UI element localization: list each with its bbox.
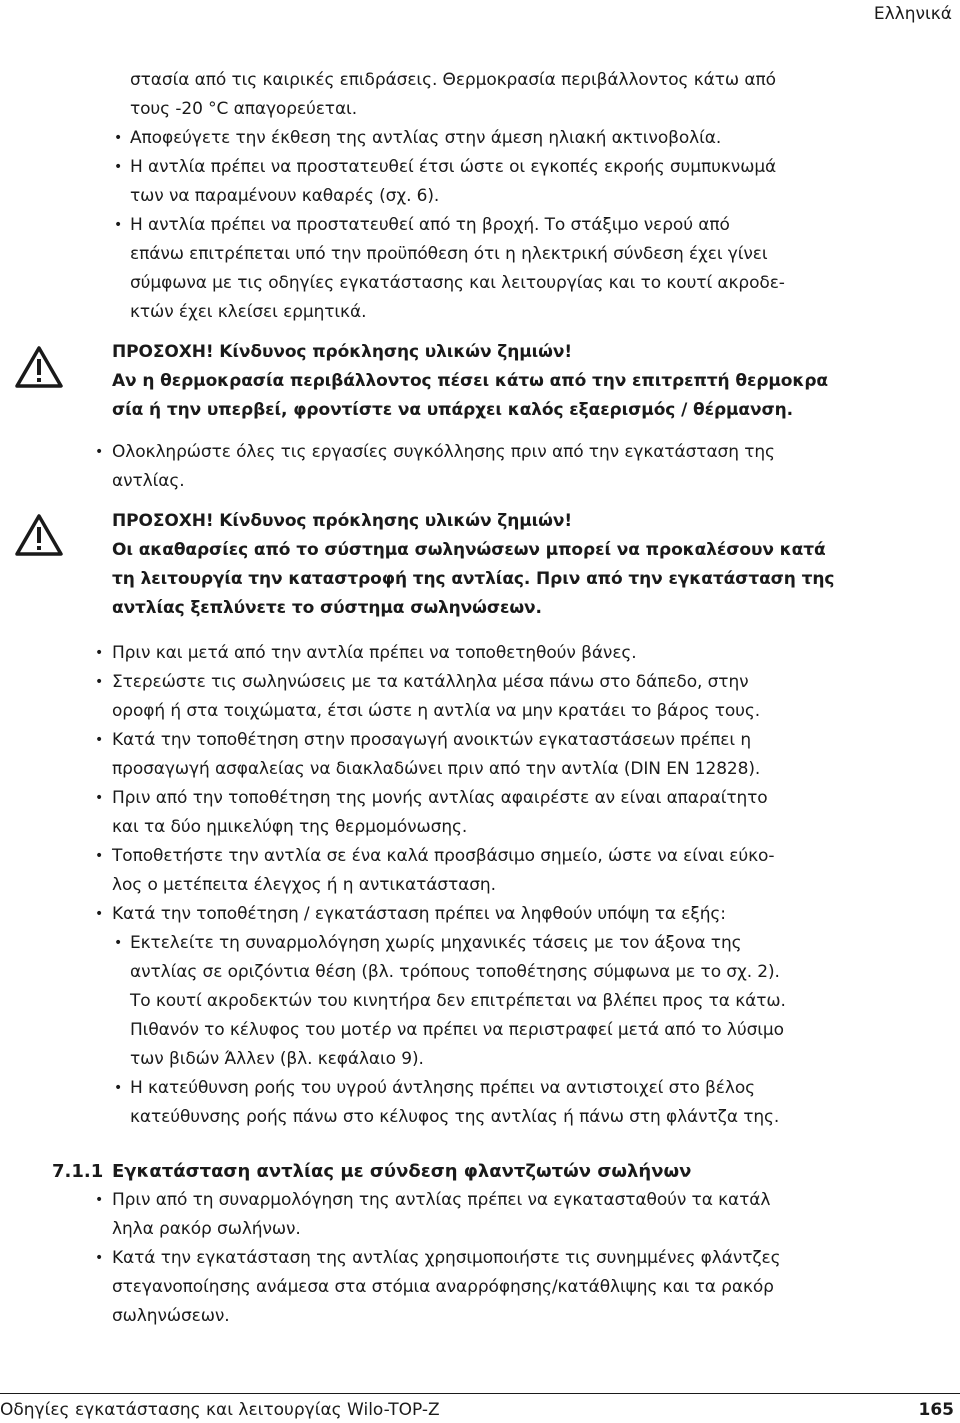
list-item: Αποφεύγετε την έκθεση της αντλίας στην άμεση ηλιακή ακτινοβολία. xyxy=(130,128,722,148)
list-item: Στερεώστε τις σωληνώσεις με τα κατάλληλα μέσα πάνω στο δάπεδο, στην xyxy=(112,672,749,692)
list-item: λος ο μετέπειτα έλεγχος ή η αντικατάσταση. xyxy=(112,875,496,895)
list-item: Ολοκληρώστε όλες τις εργασίες συγκόλλησης πριν από την εγκατάσταση της xyxy=(112,442,775,462)
bullet-marker: • xyxy=(95,732,104,748)
list-item: οροφή ή στα τοιχώματα, έτσι ώστε η αντλία να μην κρατάει το βάρος τους. xyxy=(112,701,761,721)
sub-list-item: Το κουτί ακροδεκτών του κινητήρα δεν επιτρέπεται να βλέπει προς τα κάτω. xyxy=(130,991,786,1011)
bullet-marker: • xyxy=(95,790,104,806)
language-label: Ελληνικά xyxy=(873,4,952,24)
sub-list-item: Εκτελείτε τη συναρμολόγηση χωρίς μηχανικές τάσεις με τον άξονα της xyxy=(130,933,742,953)
list-item: Τοποθετήστε την αντλία σε ένα καλά προσβάσιμο σημείο, ώστε να είναι εύκο- xyxy=(112,846,775,866)
warning-text: Αν η θερμοκρασία περιβάλλοντος πέσει κάτω από την επιτρεπτή θερμοκρα xyxy=(112,371,828,391)
bullet-marker: • xyxy=(95,645,104,661)
list-item: αντλίας. xyxy=(112,471,185,491)
warning-text: αντλίας ξεπλύνετε το σύστημα σωληνώσεων. xyxy=(112,598,542,618)
list-item: σύμφωνα με τις οδηγίες εγκατάστασης και λειτουργίας και το κουτί ακροδε- xyxy=(130,273,785,293)
list-item: στεγανοποίησης ανάμεσα στα στόμια αναρρόφησης/κατάθλιψης και τα ρακόρ xyxy=(112,1277,774,1297)
list-item: κτών έχει κλείσει ερμητικά. xyxy=(130,302,367,322)
list-item: Πριν από την τοποθέτηση της μονής αντλίας αφαιρέστε αν είναι απαραίτητο xyxy=(112,788,768,808)
list-item: ληλα ρακόρ σωλήνων. xyxy=(112,1219,301,1239)
sub-list-item: των βιδών Άλλεν (βλ. κεφάλαιο 9). xyxy=(130,1049,424,1069)
warning-triangle-icon xyxy=(14,345,64,389)
bullet-marker: • xyxy=(114,217,123,233)
sub-bullet-marker: • xyxy=(114,935,123,951)
warning-text: Οι ακαθαρσίες από το σύστημα σωληνώσεων μπορεί να προκαλέσουν κατά xyxy=(112,540,826,560)
sub-list-item: κατεύθυνσης ροής πάνω στο κέλυφος της αντλίας ή πάνω στη φλάντζα της. xyxy=(130,1107,780,1127)
warning-title: ΠΡΟΣΟΧΗ! Κίνδυνος πρόκλησης υλικών ζημιών! xyxy=(112,511,572,531)
footer-divider xyxy=(0,1393,960,1394)
list-item: Κατά την τοποθέτηση στην προσαγωγή ανοικτών εγκαταστάσεων πρέπει η xyxy=(112,730,752,750)
list-item: Πριν από τη συναρμολόγηση της αντλίας πρέπει να εγκατασταθούν τα κατάλ xyxy=(112,1190,771,1210)
list-item: Η αντλία πρέπει να προστατευθεί από τη βροχή. Το στάξιμο νερού από xyxy=(130,215,730,235)
warning-title: ΠΡΟΣΟΧΗ! Κίνδυνος πρόκλησης υλικών ζημιών! xyxy=(112,342,572,362)
sub-bullet-marker: • xyxy=(114,1080,123,1096)
list-item: Κατά την τοποθέτηση / εγκατάσταση πρέπει να ληφθούν υπόψη τα εξής: xyxy=(112,904,726,924)
list-item: Η αντλία πρέπει να προστατευθεί έτσι ώστε οι εγκοπές εκροής συμπυκνωμά xyxy=(130,157,777,177)
list-item: και τα δύο ημικελύφη της θερμομόνωσης. xyxy=(112,817,468,837)
list-item: των να παραμένουν καθαρές (σχ. 6). xyxy=(130,186,440,206)
bullet-marker: • xyxy=(95,674,104,690)
section-title: Εγκατάσταση αντλίας με σύνδεση φλαντζωτών σωλήνων xyxy=(112,1161,692,1182)
page-number: 165 xyxy=(918,1400,954,1420)
sub-list-item: αντλίας σε οριζόντια θέση (βλ. τρόπους τοποθέτησης σύμφωνα με το σχ. 2). xyxy=(130,962,780,982)
sub-list-item: Πιθανόν το κέλυφος του μοτέρ να πρέπει να περιστραφεί μετά από το λύσιμο xyxy=(130,1020,784,1040)
bullet-marker: • xyxy=(95,1192,104,1208)
sub-list-item: Η κατεύθυνση ροής του υγρού άντλησης πρέπει να αντιστοιχεί στο βέλος xyxy=(130,1078,756,1098)
list-item: Πριν και μετά από την αντλία πρέπει να τοποθετηθούν βάνες. xyxy=(112,643,637,663)
intro-line: τους -20 °C απαγορεύεται. xyxy=(130,99,358,119)
warning-text: τη λειτουργία την καταστροφή της αντλίας. Πριν από την εγκατάσταση της xyxy=(112,569,835,589)
footer-title: Οδηγίες εγκατάστασης και λειτουργίας Wilo-TOP-Z xyxy=(0,1400,440,1420)
bullet-marker: • xyxy=(114,159,123,175)
list-item: προσαγωγή ασφαλείας να διακλαδώνει πριν από την αντλία (DIN EN 12828). xyxy=(112,759,761,779)
list-item: επάνω επιτρέπεται υπό την προϋπόθεση ότι η ηλεκτρική σύνδεση έχει γίνει xyxy=(130,244,768,264)
bullet-marker: • xyxy=(95,906,104,922)
intro-line: στασία από τις καιρικές επιδράσεις. Θερμοκρασία περιβάλλοντος κάτω από xyxy=(130,70,776,90)
bullet-marker: • xyxy=(95,1250,104,1266)
warning-triangle-icon xyxy=(14,513,64,557)
list-item: Κατά την εγκατάσταση της αντλίας χρησιμοποιήστε τις συνημμένες φλάντζες xyxy=(112,1248,781,1268)
bullet-marker: • xyxy=(114,130,123,146)
bullet-marker: • xyxy=(95,848,104,864)
bullet-marker: • xyxy=(95,444,104,460)
section-number: 7.1.1 xyxy=(52,1161,104,1182)
list-item: σωληνώσεων. xyxy=(112,1306,230,1326)
warning-text: σία ή την υπερβεί, φροντίστε να υπάρχει καλός εξαερισμός / θέρμανση. xyxy=(112,400,793,420)
